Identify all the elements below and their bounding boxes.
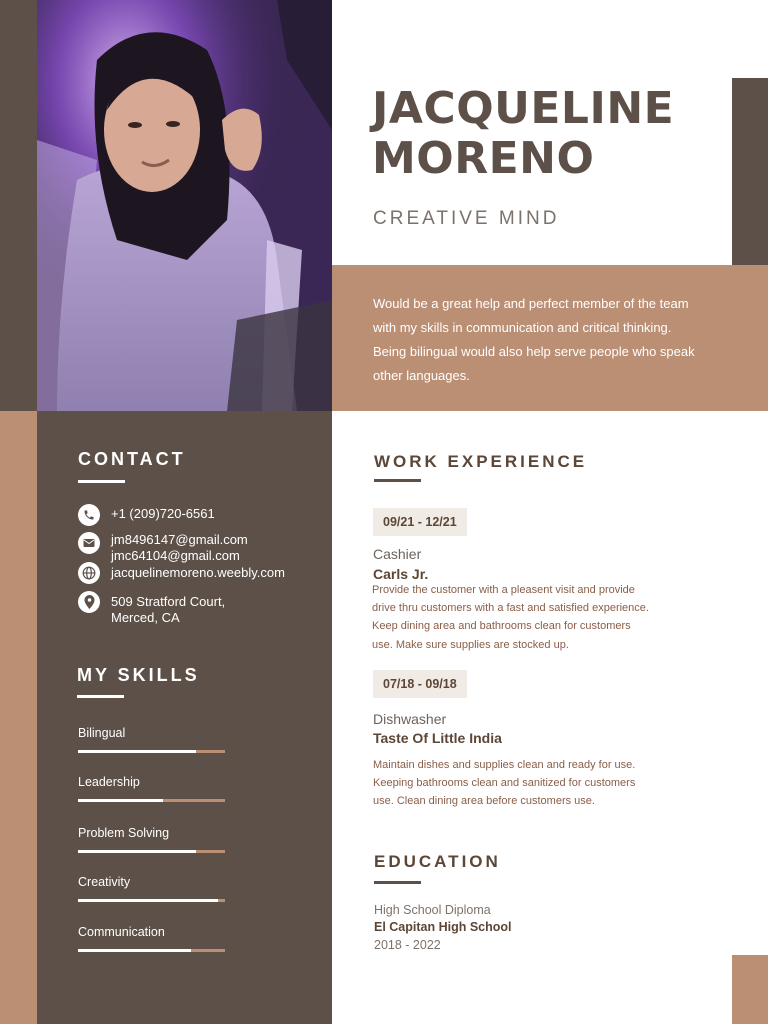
contact-heading-rule [78, 480, 125, 483]
email-list [111, 532, 248, 564]
skill-item [78, 826, 225, 853]
job-company: Taste Of Little India [373, 730, 502, 746]
education-heading: EDUCATION [374, 852, 501, 871]
left-strip-bottom [0, 411, 37, 1024]
address-text [111, 594, 225, 626]
website-text[interactable]: jacquelinemoreno.weebly.com [111, 565, 285, 580]
skill-fill [78, 899, 218, 902]
contact-phone [78, 504, 215, 526]
job-dates: 09/21 - 12/21 [373, 508, 467, 536]
address-line-1: 509 Stratford Court, [111, 594, 226, 609]
address-line-2: Merced, CA [111, 610, 180, 625]
skill-bar [78, 949, 225, 952]
skill-item [78, 775, 225, 802]
contact-heading: CONTACT [78, 449, 186, 469]
skill-label: Creativity [78, 875, 131, 889]
contact-website [78, 562, 285, 584]
skill-label: Problem Solving [78, 826, 170, 840]
left-strip-top [0, 0, 37, 411]
summary-text: Would be a great help and perfect member of the team with my skills in communication and critical thinking. Being bilingual would also help serve people who speak other languages. [373, 296, 695, 383]
skill-fill [78, 949, 191, 952]
skills-heading: MY SKILLS [77, 665, 200, 685]
job-title: Cashier [373, 546, 422, 562]
skill-item [78, 925, 225, 952]
accent-bar-bottom [732, 955, 768, 1024]
education-school: El Capitan High School [374, 920, 512, 934]
skill-fill [78, 799, 163, 802]
profile-photo [37, 0, 332, 411]
job-description: Maintain dishes and supplies clean and ready for use. Keeping bathrooms clean and sanitized for customers use. Clean dining area before customers use. [373, 759, 636, 808]
subtitle: CREATIVE MIND [373, 208, 560, 229]
job-company: Carls Jr. [373, 566, 429, 582]
skill-item [78, 875, 225, 902]
contact-address [78, 591, 225, 626]
skill-fill [78, 850, 196, 853]
phone-icon [78, 504, 100, 526]
full-name [372, 84, 712, 184]
skill-bar [78, 899, 225, 902]
education-years: 2018 - 2022 [374, 938, 441, 952]
job-description: Provide the customer with a pleasent visit and provide drive thru customers with a fast and satisfied experience. Keep dining area and bathrooms clean for customers use. Make sure supplies are stocked up. [372, 584, 649, 651]
skill-label: Bilingual [78, 726, 126, 740]
education-heading-rule [374, 881, 421, 884]
phone-text[interactable]: +1 (209)720-6561 [111, 506, 215, 521]
skill-label: Leadership [78, 775, 140, 789]
education-degree: High School Diploma [374, 903, 491, 917]
skill-fill [78, 750, 196, 753]
email-1[interactable]: jm8496147@gmail.com [111, 532, 248, 547]
location-pin-icon [78, 591, 100, 613]
skill-label: Communication [78, 925, 165, 939]
mail-icon [78, 532, 100, 554]
skill-bar [78, 850, 225, 853]
accent-bar-top [732, 78, 768, 265]
skills-heading-rule [77, 695, 124, 698]
globe-icon [78, 562, 100, 584]
work-heading-rule [374, 479, 421, 482]
name-last: MORENO [372, 133, 595, 184]
email-2[interactable]: jmc64104@gmail.com [111, 548, 240, 563]
skill-bar [78, 750, 225, 753]
skill-bar [78, 799, 225, 802]
skill-item [78, 726, 225, 753]
name-first: JACQUELINE [372, 83, 675, 134]
work-heading: WORK EXPERIENCE [374, 452, 588, 471]
job-title: Dishwasher [373, 711, 447, 727]
contact-email [78, 532, 248, 564]
job-dates: 07/18 - 09/18 [373, 670, 467, 698]
